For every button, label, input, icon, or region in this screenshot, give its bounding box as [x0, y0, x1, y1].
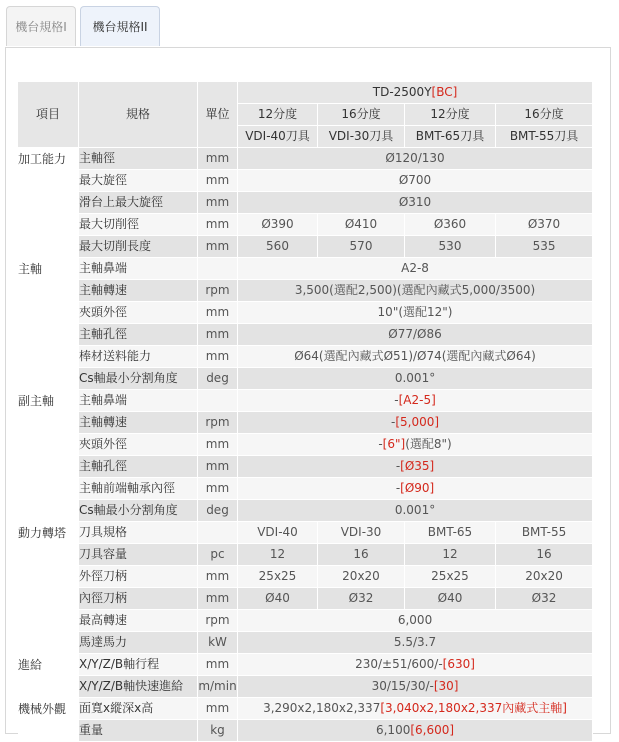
spec-label: 最大切削徑 — [79, 214, 198, 236]
option-value-red: [630] — [442, 657, 475, 671]
variant-4-indexing: 16分度 — [496, 104, 593, 126]
spec-value-text: - — [394, 393, 399, 407]
spec-value: Ø310 — [238, 192, 593, 214]
spec-row — [18, 258, 593, 280]
unit-label: mm — [198, 434, 238, 456]
category-label — [18, 412, 79, 434]
unit-label: m/min — [198, 676, 238, 698]
unit-label: rpm — [198, 280, 238, 302]
header-unit: 單位 — [198, 82, 238, 148]
spec-value-text: 6,100 — [375, 723, 411, 737]
spec-row — [18, 346, 593, 368]
model-name: TD-2500Y — [372, 85, 432, 99]
spec-value: 20x20 — [496, 566, 593, 588]
spec-row — [18, 522, 593, 544]
variant-2-indexing: 16分度 — [318, 104, 405, 126]
spec-value-text: 3,290x2,180x2,337 — [263, 701, 381, 715]
category-label — [18, 346, 79, 368]
spec-value: BMT-55 — [496, 522, 593, 544]
spec-value — [238, 434, 593, 456]
unit-label — [198, 522, 238, 544]
spec-table — [18, 82, 593, 742]
spec-value-text: - — [395, 459, 401, 473]
unit-label: kg — [198, 720, 238, 742]
tab-spec-2[interactable]: 機台規格II — [80, 6, 160, 46]
spec-row — [18, 566, 593, 588]
tab-spec-1[interactable]: 機台規格I — [6, 6, 76, 46]
spec-value — [238, 412, 593, 434]
variant-3-indexing: 12分度 — [405, 104, 496, 126]
spec-value: 20x20 — [318, 566, 405, 588]
spec-label: 主軸孔徑 — [79, 456, 198, 478]
spec-row — [18, 588, 593, 610]
spec-value: 0.001° — [238, 368, 593, 390]
category-label — [18, 236, 79, 258]
header-spec: 規格 — [79, 82, 198, 148]
unit-label: mm — [198, 148, 238, 170]
spec-label: 最大旋徑 — [79, 170, 198, 192]
spec-value: A2-8 — [238, 258, 593, 280]
variant-1-indexing: 12分度 — [238, 104, 318, 126]
spec-row — [18, 544, 593, 566]
category-label — [18, 302, 79, 324]
category-label — [18, 280, 79, 302]
spec-row — [18, 368, 593, 390]
variant-2-tooling: VDI-30刀具 — [318, 126, 405, 148]
spec-row — [18, 390, 593, 412]
unit-label: mm — [198, 478, 238, 500]
spec-label: 主軸轉速 — [79, 412, 198, 434]
spec-value: 0.001° — [238, 500, 593, 522]
unit-label: deg — [198, 368, 238, 390]
spec-value: Ø120/130 — [238, 148, 593, 170]
option-value-red: [3,040x2,180x2,337內藏式主軸] — [380, 701, 567, 715]
spec-value — [238, 390, 593, 412]
unit-label: kW — [198, 632, 238, 654]
unit-label: deg — [198, 500, 238, 522]
spec-row — [18, 500, 593, 522]
spec-row — [18, 192, 593, 214]
header-item: 項目 — [18, 82, 79, 148]
spec-row — [18, 170, 593, 192]
spec-row — [18, 654, 593, 676]
spec-label: 最高轉速 — [79, 610, 198, 632]
spec-value: Ø40 — [238, 588, 318, 610]
unit-label — [198, 390, 238, 412]
spec-value: 16 — [318, 544, 405, 566]
option-value-red: [6,600] — [410, 723, 455, 737]
spec-row — [18, 478, 593, 500]
unit-label: mm — [198, 654, 238, 676]
spec-value: Ø64(選配內藏式Ø51)/Ø74(選配內藏式Ø64) — [238, 346, 593, 368]
option-value-red: [A2-5] — [398, 393, 436, 407]
spec-label: 馬達馬力 — [79, 632, 198, 654]
variant-4-tooling: BMT-55刀具 — [496, 126, 593, 148]
unit-label: mm — [198, 456, 238, 478]
category-label: 副主軸 — [18, 390, 79, 412]
unit-label: mm — [198, 588, 238, 610]
spec-label: 夾頭外徑 — [79, 302, 198, 324]
spec-row — [18, 324, 593, 346]
spec-value: 560 — [238, 236, 318, 258]
unit-label: mm — [198, 566, 238, 588]
spec-value: 535 — [496, 236, 593, 258]
spec-row — [18, 698, 593, 720]
spec-value: VDI-30 — [318, 522, 405, 544]
spec-label: 最大切削長度 — [79, 236, 198, 258]
spec-value: VDI-40 — [238, 522, 318, 544]
unit-label: rpm — [198, 610, 238, 632]
category-label: 動力轉塔 — [18, 522, 79, 544]
spec-row — [18, 302, 593, 324]
spec-row — [18, 280, 593, 302]
spec-value-text: - — [395, 481, 401, 495]
category-label — [18, 170, 79, 192]
spec-label: 外徑刀柄 — [79, 566, 198, 588]
spec-value: 12 — [238, 544, 318, 566]
spec-value-text: - — [378, 437, 383, 451]
category-label — [18, 456, 79, 478]
unit-label: mm — [198, 214, 238, 236]
spec-label: 刀具規格 — [79, 522, 198, 544]
category-label: 進給 — [18, 654, 79, 676]
unit-label: mm — [198, 302, 238, 324]
spec-value: 25x25 — [238, 566, 318, 588]
spec-value-text: (選配8") — [405, 437, 452, 451]
category-label: 加工能力 — [18, 148, 79, 170]
spec-value: Ø32 — [318, 588, 405, 610]
variant-1-tooling: VDI-40刀具 — [238, 126, 318, 148]
spec-value — [238, 698, 593, 720]
spec-value: Ø410 — [318, 214, 405, 236]
spec-panel — [5, 47, 611, 737]
unit-label: mm — [198, 346, 238, 368]
spec-row — [18, 456, 593, 478]
unit-label: rpm — [198, 412, 238, 434]
spec-value: 3,500(選配2,500)(選配內藏式5,000/3500) — [238, 280, 593, 302]
spec-value: 16 — [496, 544, 593, 566]
spec-row — [18, 610, 593, 632]
unit-label: mm — [198, 236, 238, 258]
spec-value: 6,000 — [238, 610, 593, 632]
category-label — [18, 588, 79, 610]
spec-value: 25x25 — [405, 566, 496, 588]
option-value-red: [5,000] — [395, 415, 440, 429]
header-model — [238, 82, 593, 104]
spec-value: 10"(選配12") — [238, 302, 593, 324]
unit-label: mm — [198, 324, 238, 346]
category-label — [18, 632, 79, 654]
spec-row — [18, 434, 593, 456]
spec-label: 主軸轉速 — [79, 280, 198, 302]
spec-value: BMT-65 — [405, 522, 496, 544]
category-label — [18, 544, 79, 566]
spec-label: 主軸前端軸承內徑 — [79, 478, 198, 500]
variant-3-tooling: BMT-65刀具 — [405, 126, 496, 148]
category-label — [18, 434, 79, 456]
spec-value: 570 — [318, 236, 405, 258]
spec-label: 主軸鼻端 — [79, 258, 198, 280]
spec-label: Cs軸最小分割角度 — [79, 500, 198, 522]
spec-value: Ø370 — [496, 214, 593, 236]
category-label — [18, 500, 79, 522]
spec-label: 面寬x縱深x高 — [79, 698, 198, 720]
spec-value-text: 30/15/30/- — [371, 679, 434, 693]
unit-label: pc — [198, 544, 238, 566]
spec-row — [18, 214, 593, 236]
spec-value: Ø77/Ø86 — [238, 324, 593, 346]
category-label — [18, 368, 79, 390]
spec-value: Ø40 — [405, 588, 496, 610]
option-value-red: [30] — [433, 679, 459, 693]
spec-value: 5.5/3.7 — [238, 632, 593, 654]
spec-label: X/Y/Z/B軸行程 — [79, 654, 198, 676]
spec-label: 滑台上最大旋徑 — [79, 192, 198, 214]
spec-label: 刀具容量 — [79, 544, 198, 566]
spec-label: 主軸徑 — [79, 148, 198, 170]
category-label — [18, 214, 79, 236]
category-label — [18, 192, 79, 214]
spec-label: 內徑刀柄 — [79, 588, 198, 610]
category-label — [18, 324, 79, 346]
spec-row — [18, 148, 593, 170]
category-label — [18, 566, 79, 588]
spec-row — [18, 632, 593, 654]
option-value-red: [Ø90] — [400, 481, 435, 495]
spec-label: 棒材送料能力 — [79, 346, 198, 368]
spec-row — [18, 236, 593, 258]
unit-label: mm — [198, 170, 238, 192]
spec-value: 12 — [405, 544, 496, 566]
category-label — [18, 610, 79, 632]
spec-label: 重量 — [79, 720, 198, 742]
spec-label: 夾頭外徑 — [79, 434, 198, 456]
spec-value: Ø700 — [238, 170, 593, 192]
spec-value: Ø32 — [496, 588, 593, 610]
spec-value — [238, 456, 593, 478]
spec-value — [238, 676, 593, 698]
model-suffix: [BC] — [431, 85, 458, 99]
spec-label: Cs軸最小分割角度 — [79, 368, 198, 390]
spec-label: X/Y/Z/B軸快速進給 — [79, 676, 198, 698]
spec-label: 主軸孔徑 — [79, 324, 198, 346]
category-label: 主軸 — [18, 258, 79, 280]
spec-row — [18, 676, 593, 698]
spec-label: 主軸鼻端 — [79, 390, 198, 412]
spec-value: 530 — [405, 236, 496, 258]
option-value-red: [6"] — [382, 437, 406, 451]
spec-value — [238, 654, 593, 676]
category-label — [18, 478, 79, 500]
spec-value: Ø390 — [238, 214, 318, 236]
unit-label: mm — [198, 192, 238, 214]
spec-value-text: - — [390, 415, 396, 429]
spec-value-text: 230/±51/600/- — [355, 657, 443, 671]
category-label — [18, 676, 79, 698]
spec-value: Ø360 — [405, 214, 496, 236]
spec-row — [18, 412, 593, 434]
unit-label — [198, 258, 238, 280]
category-label: 機械外觀 — [18, 698, 79, 720]
spec-value — [238, 478, 593, 500]
unit-label: mm — [198, 698, 238, 720]
spec-table-body — [18, 148, 593, 742]
option-value-red: [Ø35] — [400, 459, 435, 473]
